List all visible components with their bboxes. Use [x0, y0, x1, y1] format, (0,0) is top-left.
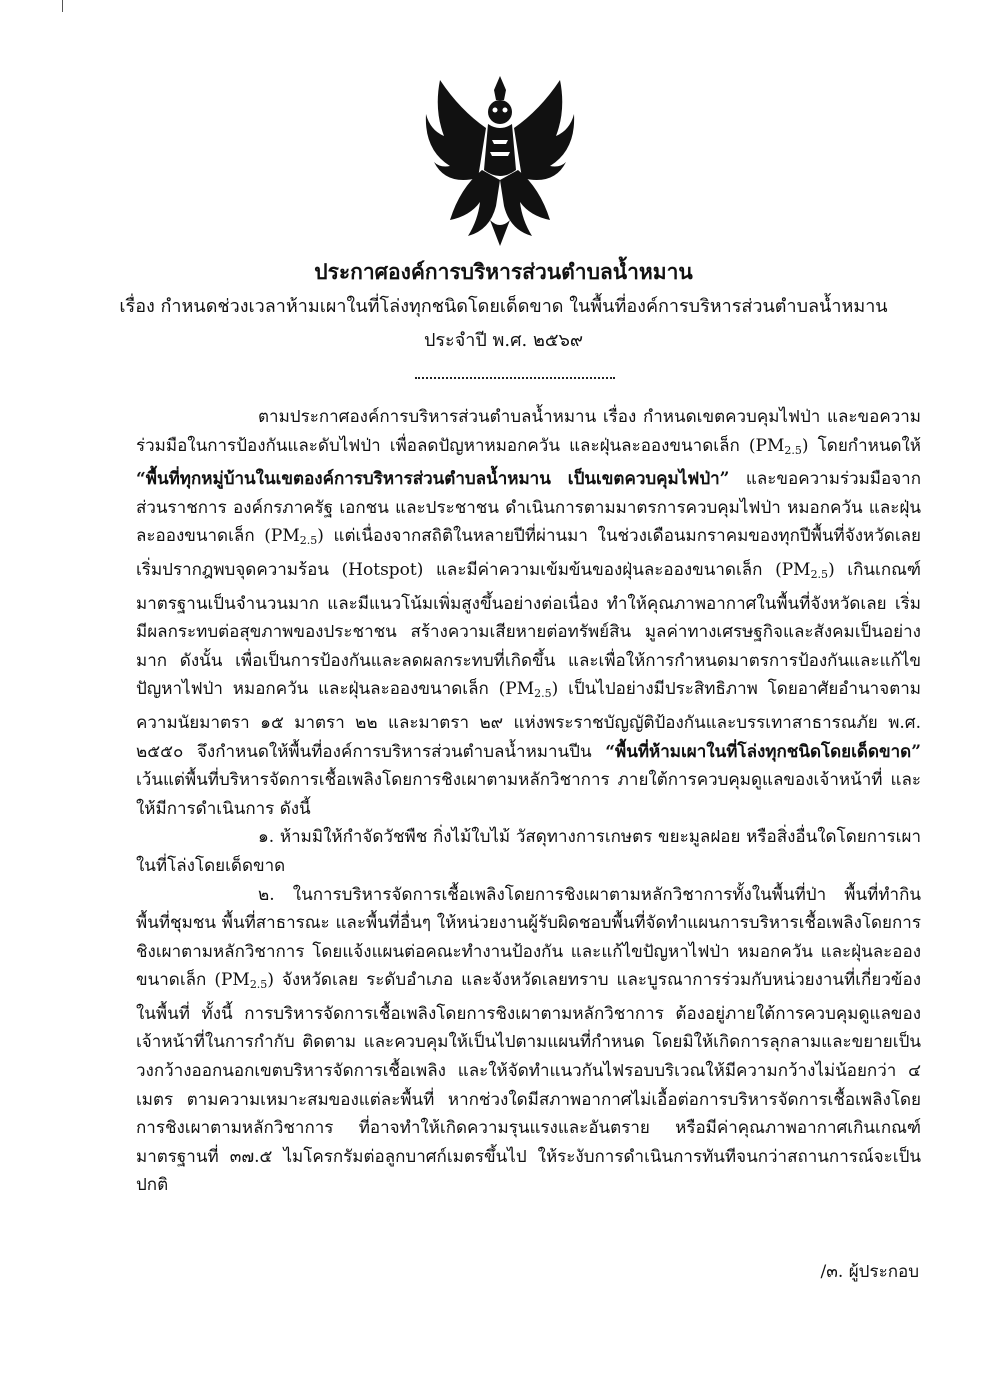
text-run: ) เกินเกณฑ์มาตรฐานเป็นจำนวนมาก และมีแนวโน้มเพิ่มสูงขึ้นอย่างต่อเนื่อง ทำให้คุณภาพอากาศในพื้นที่จังหวัดเลย เริ่มมีผลกระทบต่อสุขภาพของประชาชน สร้างความเสียหายต่อทรัพย์สิน มูลค่าทางเศรษฐกิจและสังคมเป็นอย่างมาก ดังนั้น เพื่อเป็นการป้องกันและลดผลกระทบที่เกิดขึ้น และเพื่อให้การกำหนดมาตรการป้องกันและแก้ไขปัญหาไฟป่า หมอกควัน และฝุ่นละอองขนาดเล็ก (: [136, 559, 921, 700]
divider: [415, 377, 615, 379]
scan-mark: [62, 0, 63, 12]
pm-label: $PM_{2.5}$: [755, 435, 802, 457]
text-run: เว้นแต่พื้นที่บริหารจัดการเชื้อเพลิงโดยการชิงเผาตามหลักวิชาการ ภายใต้การควบคุมดูแลของเจ้าหน้าที่ และให้มีการดำเนินการ ดังนี้: [136, 770, 921, 819]
pm-label: $PM_{2.5}$: [781, 559, 829, 581]
bold-phrase: “พื้นที่ห้ามเผาในที่โล่งทุกชนิดโดยเด็ดขาด”: [605, 741, 921, 762]
pm-label: $PM_{2.5}$: [505, 679, 552, 701]
bold-phrase: “พื้นที่ทุกหมู่บ้านในเขตองค์การบริหารส่วนตำบลน้ำหมาน เป็นเขตควบคุมไฟป่า”: [136, 469, 730, 490]
text-run: ) โดยกำหนดให้: [801, 435, 921, 456]
text-run: ) จังหวัดเลย ระดับอำเภอ และจังหวัดเลยทราบ และบูรณาการร่วมกับหน่วยงานที่เกี่ยวข้องในพื้นที่ ทั้งนี้ การบริหารจัดการเชื้อเพลิงโดยการชิงเผาตามหลักวิชาการ ต้องอยู่ภายใต้การควบคุมดูแลของเจ้าหน้าที่ในการกำกับ ติดตาม และควบคุมให้เป็นไปตามแผนที่กำหนด โดยมิให้เกิดการลุกลามและขยายเป็นวงกว้างออกนอกเขตบริหารจัดการเชื้อเพลิง และให้จัดทำแนวกันไฟรอบบริเวณให้มีความกว้างไม่น้อยกว่า ๔ เมตร ตามความเหมาะสมของแต่ละพื้นที่ หากช่วงใดมีสภาพอากาศไม่เอื้อต่อการบริหารจัดการเชื้อเพลิงโดยการชิงเผาตามหลักวิชาการ ที่อาจทำให้เกิดความรุนแรงและอันตราย หรือมีค่าคุณภาพอากาศเกินเกณฑ์มาตรฐานที่ ๓๗.๕ ไมโครกรัมต่อลูกบาศก์เมตรขึ้นไป ให้ระงับการดำเนินการทันทีจนกว่าสถานการณ์จะเป็นปกติ: [136, 970, 921, 1196]
pm-label: $PM_{2.5}$: [220, 970, 268, 992]
text-run: ) เป็นไปอย่างมีประสิทธิภาพ โดยอาศัยอำนาจตามความนัยมาตรา ๑๕ มาตรา ๒๒ และมาตรา ๒๙ แห่งพระราชบัญญัติป้องกันและบรรเทาสาธารณภัย พ.ศ. ๒๕๕๐ จึงกำหนดให้พื้นที่องค์การบริหารส่วนตำบลน้ำหมานปีน: [136, 679, 921, 762]
paragraph-1: [136, 403, 921, 823]
text-run: ) แต่เนื่องจากสถิติในหลายปีที่ผ่านมา ในช่วงเดือนมกราคมของทุกปีพื้นที่จังหวัดเลยเริ่มปรากฎพบจุดความร้อน (Hotspot) และมีค่าความเข้มข้นของฝุ่นละอองขนาดเล็ก (: [136, 526, 922, 580]
subject-line: เรื่อง กำหนดช่วงเวลาห้ามเผาในที่โล่งทุกชนิดโดยเด็ดขาด ในพื้นที่องค์การบริหารส่วนตำบลน้ำหมาน: [119, 296, 888, 317]
item-1: ๑. ห้ามมิให้กำจัดวัชพืช กิ่งไม้ใบไม้ วัสดุทางการเกษตร ขยะมูลฝอย หรือสิ่งอื่นใดโดยการเผาในที่โล่งโดยเด็ดขาด: [136, 827, 921, 876]
item-2: [136, 881, 921, 1201]
body-text: [136, 403, 921, 1200]
page-title: ประกาศองค์การบริหารส่วนตำบลน้ำหมาน: [314, 259, 693, 284]
continuation-note: /๓. ผู้ประกอบ: [820, 1262, 919, 1282]
text-run: ๒. ในการบริหารจัดการเชื้อเพลิงโดยการชิงเผาตามหลักวิชาการทั้งในพื้นที่ป่า พื้นที่ทำกิน พื้นที่ชุมชน พื้นที่สาธารณะ และพื้นที่อื่นๆ ให้หน่วยงานผู้รับผิดชอบพื้นที่จัดทำแผนการบริหารเชื้อเพลิงโดยการชิงเผาตามหลักวิชาการ โดยแจ้งแผนต่อคณะทำงานป้องกัน และแก้ไขปัญหาไฟป่า หมอกควัน และฝุ่นละอองขนาดเล็ก (: [136, 884, 921, 991]
year-line: ประจำปี พ.ศ. ๒๕๖๙: [423, 330, 584, 351]
pm-label: $PM_{2.5}$: [270, 526, 318, 548]
garuda-emblem-icon: [420, 70, 580, 250]
text-run: ตามประกาศองค์การบริหารส่วนตำบลน้ำหมาน เรื่อง กำหนดเขตควบคุมไฟป่า และขอความร่วมมือในการป้องกันและดับไฟป่า เพื่อลดปัญหาหมอกควัน และฝุ่นละอองขนาดเล็ก (: [136, 407, 921, 456]
text-run: และขอความร่วมมือจากส่วนราชการ องค์กรภาครัฐ เอกชน และประชาชน ดำเนินการตามมาตรการควบคุมไฟป่า หมอกควัน และฝุ่นละอองขนาดเล็ก (: [136, 469, 921, 547]
